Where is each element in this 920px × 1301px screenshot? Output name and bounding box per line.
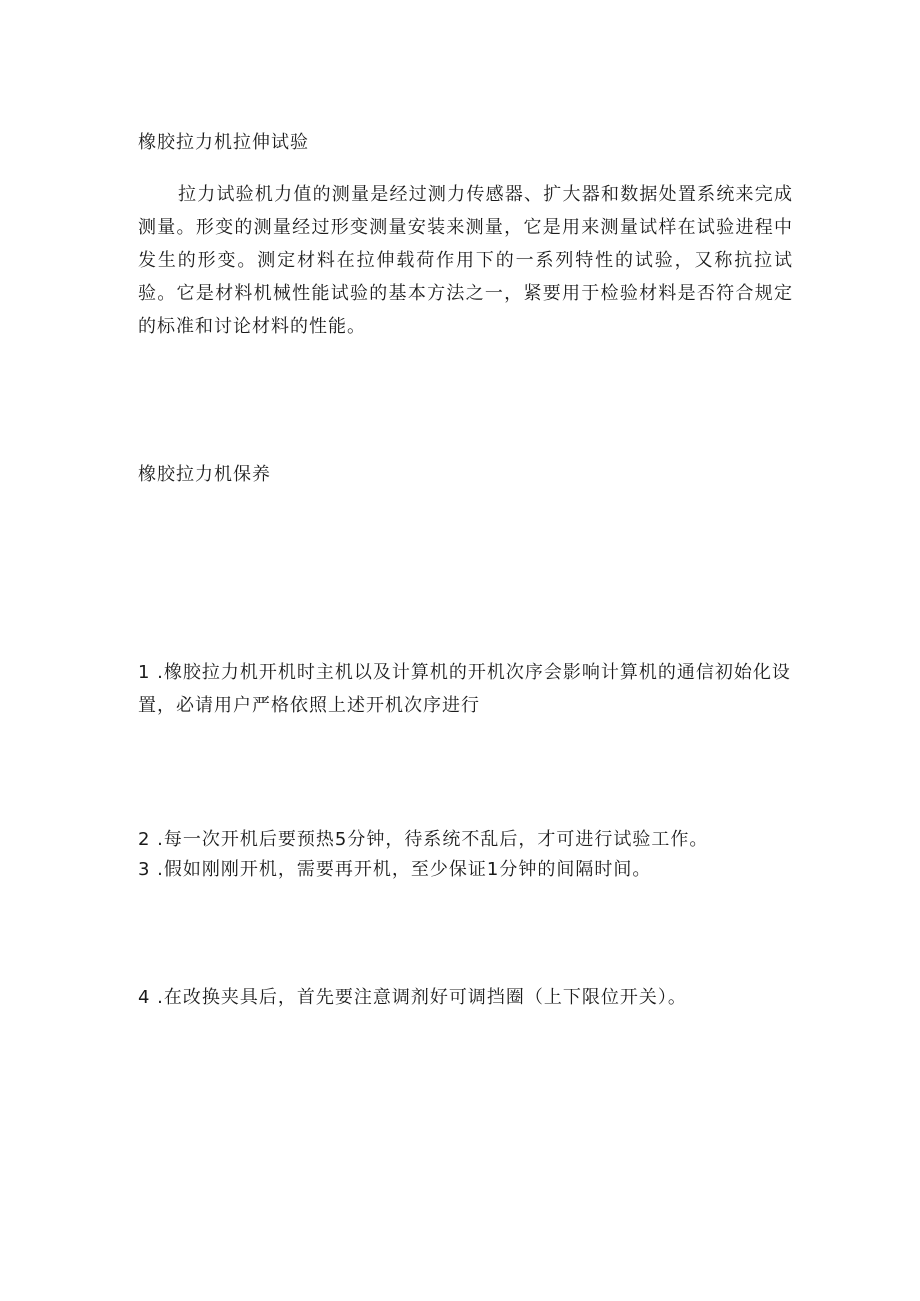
maintenance-item-1: 1 .橡胶拉力机开机时主机以及计算机的开机次序会影响计算机的通信初始化设置，必请用户严格依照上述开机次序进行 (138, 662, 791, 716)
maintenance-item-2: 2 .每一次开机后要预热5分钟，待系统不乱后，才可进行试验工作。 (138, 829, 709, 850)
intro-paragraph: 拉力试验机力值的测量是经过测力传感器、扩大器和数据处置系统来完成测量。形变的测量经过形变测量安装来测量，它是用来测量试样在试验进程中发生的形变。测定材料在拉伸载荷作用下的一系列特性的试验，又称抗拉试验。它是材料机械性能试验的基本方法之一，紧要用于检验材料是否符合规定的标准和讨论材料的性能。 (138, 184, 793, 337)
maintenance-item-3: 3 .假如刚刚开机，需要再开机，至少保证1分钟的间隔时间。 (138, 859, 652, 880)
section-title-tensile-test: 橡胶拉力机拉伸试验 (138, 132, 309, 153)
section-title-maintenance: 橡胶拉力机保养 (138, 464, 271, 485)
maintenance-item-4: 4 .在改换夹具后，首先要注意调剂好可调挡圈（上下限位开关）。 (138, 987, 687, 1008)
